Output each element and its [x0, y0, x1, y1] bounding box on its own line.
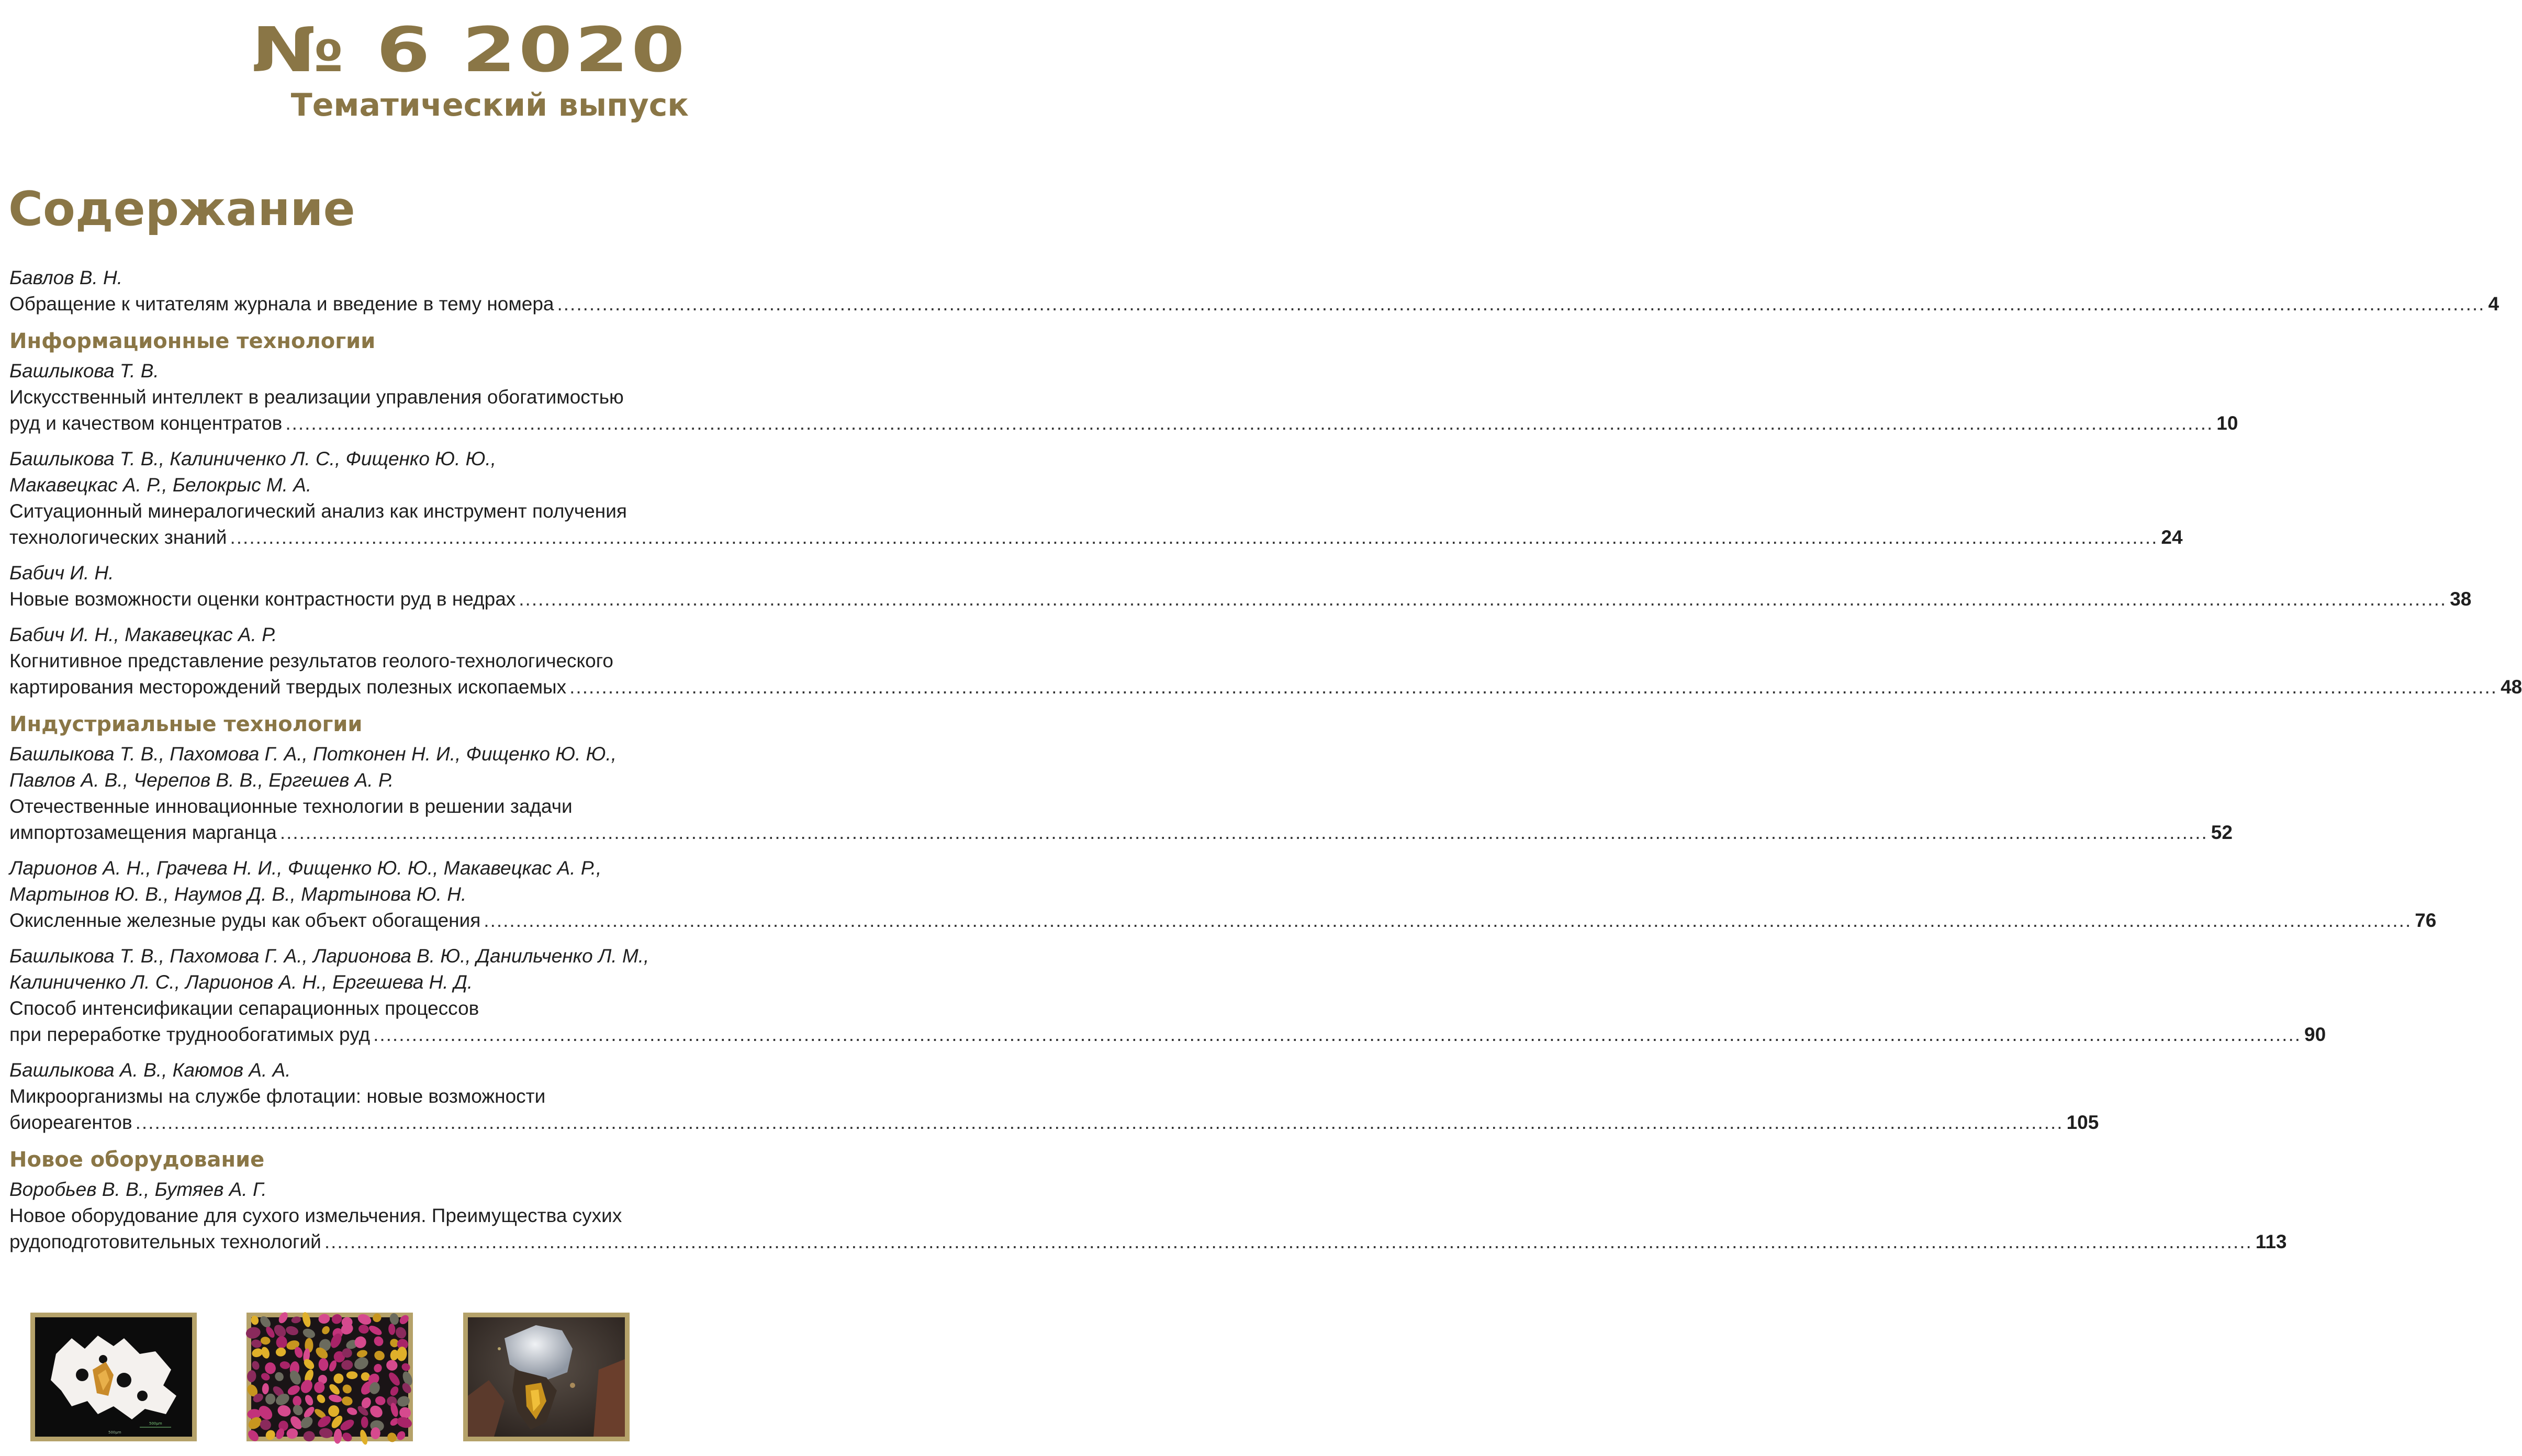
entry-title: Новое оборудование для сухого измельчения. Преимущества сухих: [9, 1205, 622, 1226]
toc-entry[interactable]: [9, 1057, 2099, 1136]
leader-dots: ............................................................................................................................................................................................................................................................................................................: [373, 1024, 2302, 1045]
entry-title: руд и качеством концентратов: [9, 412, 283, 434]
leader-dots: ............................................................................................................................................................................................................................................................................................................: [279, 822, 2208, 843]
toc-entry[interactable]: [9, 855, 2437, 934]
leader-dots: ............................................................................................................................................................................................................................................................................................................: [484, 910, 2412, 931]
entry-authors: Бабич И. Н., Макавецкас А. Р.: [9, 624, 277, 645]
page-number: 24: [2161, 527, 2183, 548]
toc-entry[interactable]: [9, 358, 2238, 436]
entry-title: импортозамещения марганца: [9, 822, 277, 843]
leader-dots: ............................................................................................................................................................................................................................................................................................................: [135, 1112, 2064, 1133]
entry-title-row: [9, 1022, 2326, 1048]
entry-authors: Макавецкас А. Р., Белокрыс М. А.: [9, 474, 312, 496]
entry-title: Искусственный интеллект в реализации управления обогатимостью: [9, 386, 624, 408]
toc-entry[interactable]: [9, 741, 2233, 846]
entry-authors: Бавлов В. Н.: [9, 267, 123, 288]
entry-authors: Башлыкова Т. В., Пахомова Г. А., Потконен Н. И., Фищенко Ю. Ю.,: [9, 743, 617, 765]
toc-entry[interactable]: [9, 622, 2522, 700]
entry-authors: Бабич И. Н.: [9, 562, 114, 584]
section-heading: Информационные технологии: [9, 329, 376, 353]
entry-title: технологических знаний: [9, 527, 227, 548]
leader-dots: ............................................................................................................................................................................................................................................................................................................: [519, 588, 2447, 610]
section-heading: Индустриальные технологии: [9, 712, 363, 736]
entry-title: Новые возможности оценки контрастности руд в недрах: [9, 588, 516, 610]
page-number: 10: [2216, 412, 2238, 434]
issue-subtitle: Тематический выпуск: [290, 87, 689, 124]
entry-title-row: [9, 1229, 2287, 1255]
entry-title: Способ интенсификации сепарационных процессов: [9, 998, 479, 1019]
leader-dots: ............................................................................................................................................................................................................................................................................................................: [324, 1231, 2252, 1252]
toc-entry[interactable]: [9, 265, 2499, 317]
entry-title: Микроорганизмы на службе флотации: новые возможности: [9, 1085, 546, 1107]
issue-number: № 6 2020: [251, 14, 688, 86]
page-number: 52: [2211, 822, 2233, 843]
entry-title: Обращение к читателям журнала и введение в тему номера: [9, 293, 554, 315]
entry-title: Окисленные железные руды как объект обогащения: [9, 910, 481, 931]
entry-title: Ситуационный минералогический анализ как инструмент получения: [9, 500, 627, 522]
entry-title: рудоподготовительных технологий: [9, 1231, 321, 1252]
page-number: 105: [2066, 1112, 2099, 1133]
page-number: 38: [2450, 588, 2472, 610]
entry-title: при переработке труднообогатимых руд: [9, 1024, 371, 1045]
entry-title: картирования месторождений твердых полезных ископаемых: [9, 676, 567, 698]
section-heading: Новое оборудование: [9, 1148, 265, 1172]
entry-title-row: [9, 586, 2472, 612]
thumbnail-mineral-crystal-photo: [463, 1313, 630, 1441]
entry-title-row: [9, 908, 2437, 934]
leader-dots: ............................................................................................................................................................................................................................................................................................................: [569, 676, 2498, 698]
entry-authors: Башлыкова Т. В.: [9, 360, 159, 382]
entry-title-row: [9, 820, 2233, 846]
leader-dots: ............................................................................................................................................................................................................................................................................................................: [285, 412, 2214, 434]
thumbnail-strip: [30, 1313, 631, 1443]
leader-dots: ............................................................................................................................................................................................................................................................................................................: [557, 293, 2485, 315]
page-number: 48: [2501, 676, 2522, 698]
mineral-grain: [346, 1371, 358, 1379]
entry-authors: Воробьев В. В., Бутяев А. Г.: [9, 1179, 267, 1200]
toc-entry[interactable]: [9, 943, 2326, 1048]
entry-title-row: [9, 410, 2238, 436]
page-number: 4: [2488, 293, 2499, 315]
toc-entry[interactable]: [9, 560, 2472, 612]
entry-authors: Башлыкова Т. В., Пахомова Г. А., Ларионова В. Ю., Данильченко Л. М.,: [9, 945, 649, 967]
page-number: 90: [2304, 1024, 2326, 1045]
entry-title: Отечественные инновационные технологии в решении задачи: [9, 796, 573, 817]
entry-title: биореагентов: [9, 1112, 132, 1133]
entry-title: Когнитивное представление результатов геолого-технологического: [9, 650, 613, 671]
entry-title-row: [9, 291, 2499, 317]
table-of-contents: [9, 265, 2522, 1264]
entry-title-row: [9, 1110, 2099, 1136]
entry-authors: Мартынов Ю. В., Наумов Д. В., Мартынова Ю. Н.: [9, 883, 467, 905]
entry-authors: Калиниченко Л. С., Ларионов А. Н., Ергешева Н. Д.: [9, 971, 473, 993]
leader-dots: ............................................................................................................................................................................................................................................................................................................: [230, 527, 2158, 548]
toc-entry[interactable]: [9, 1177, 2287, 1255]
entry-authors: Ларионов А. Н., Грачева Н. И., Фищенко Ю. Ю., Макавецкас А. Р.,: [9, 857, 602, 879]
scale-label: 500μm: [108, 1430, 121, 1435]
toc-entry[interactable]: [9, 446, 2183, 551]
scale-label: 500μm: [149, 1421, 162, 1426]
entry-title-row: [9, 674, 2522, 700]
thumbnail-ore-micrograph-white: [30, 1313, 197, 1441]
entry-authors: Павлов А. В., Черепов В. В., Ергешев А. Р.: [9, 769, 394, 791]
entry-authors: Башлыкова Т. В., Калиниченко Л. С., Фищенко Ю. Ю.,: [9, 448, 497, 469]
page-number: 76: [2415, 910, 2437, 931]
toc-title: Содержание: [8, 182, 355, 237]
entry-title-row: [9, 524, 2183, 551]
page-number: 113: [2255, 1231, 2287, 1252]
entry-authors: Башлыкова А. В., Каюмов А. А.: [9, 1059, 291, 1081]
thumbnail-ore-micrograph-magenta: [246, 1313, 413, 1441]
